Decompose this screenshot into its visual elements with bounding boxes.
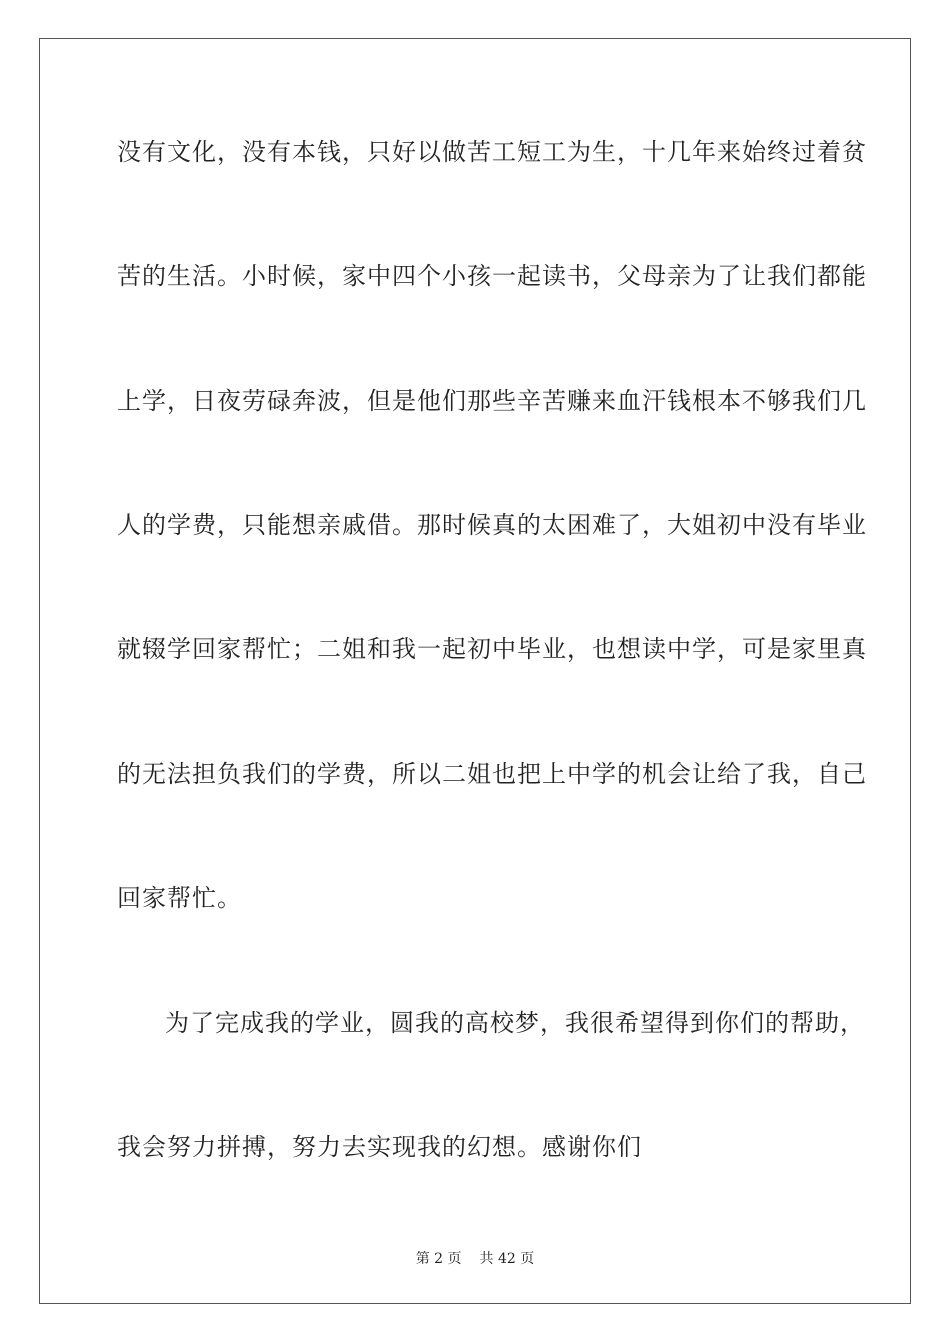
- page-footer: [0, 1248, 950, 1268]
- page-border: [39, 38, 911, 1304]
- page-number: 第 2 页: [415, 1251, 462, 1267]
- text-line-6: 的无法担负我们的学费，所以二姐也把上中学的机会让给了我，自己: [117, 760, 867, 788]
- paragraph-indent-line: 为了完成我的学业，圆我的高校梦，我很希望得到你们的帮助，: [165, 1009, 865, 1037]
- text-line-7: 回家帮忙。: [117, 884, 242, 912]
- text-line-5: 就辍学回家帮忙；二姐和我一起初中毕业，也想读中学，可是家里真: [117, 635, 867, 663]
- text-line-9: 我会努力拼搏，努力去实现我的幻想。感谢你们: [117, 1133, 642, 1161]
- text-line-2: 苦的生活。小时候，家中四个小孩一起读书，父母亲为了让我们都能: [117, 262, 867, 290]
- text-line-3: 上学，日夜劳碌奔波，但是他们那些辛苦赚来血汗钱根本不够我们几: [117, 387, 867, 415]
- text-line-4: 人的学费，只能想亲戚借。那时候真的太困难了，大姐初中没有毕业: [117, 511, 867, 539]
- page-total: 共 42 页: [479, 1251, 535, 1267]
- text-line-1: 没有文化，没有本钱，只好以做苦工短工为生，十几年来始终过着贫: [117, 138, 867, 166]
